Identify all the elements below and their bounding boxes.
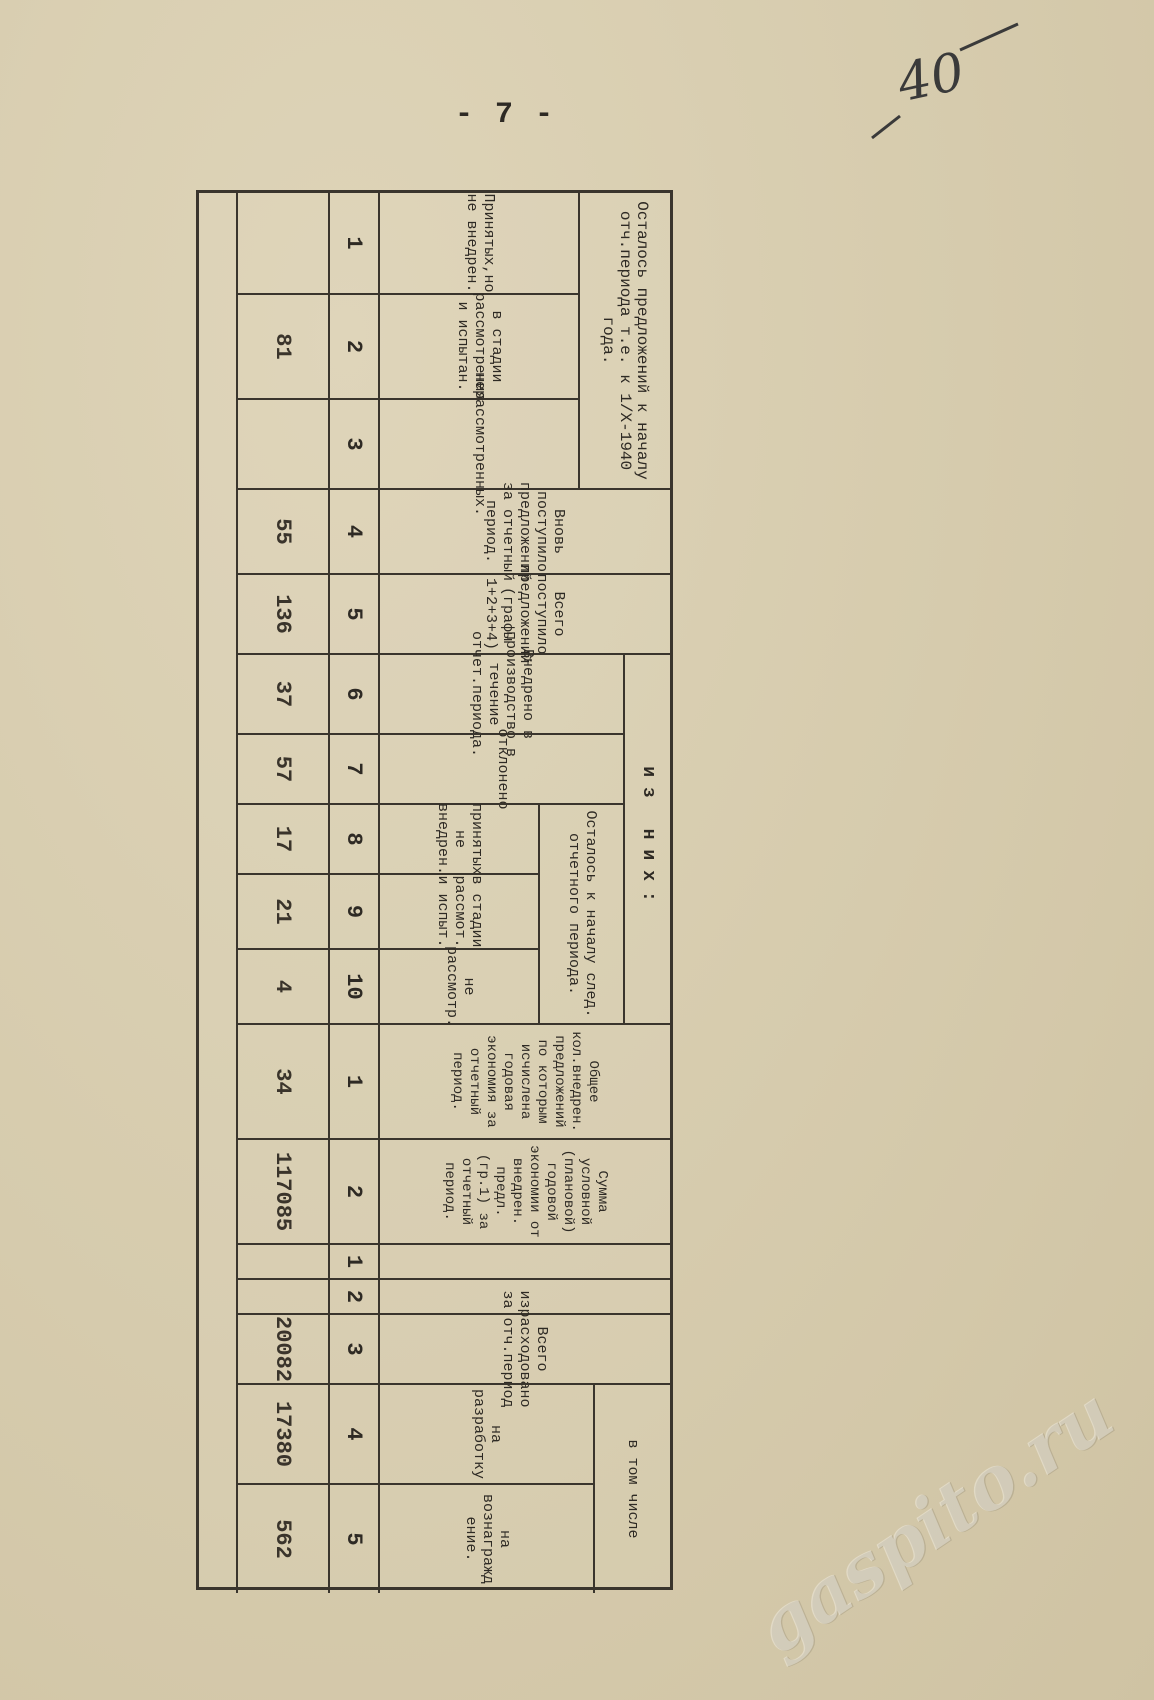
header-group-incl: в том числе xyxy=(595,1383,670,1593)
header-c17: на вознагражд ение. xyxy=(380,1483,595,1593)
value-c10: 4 xyxy=(238,948,328,1023)
value-c13 xyxy=(238,1243,328,1278)
colnum-12: 2 xyxy=(330,1138,378,1243)
header-c2: в стадии рассмотрения и испытан. xyxy=(380,293,580,398)
value-c12: 117085 xyxy=(238,1138,328,1243)
header-c7: отклонено xyxy=(380,733,625,803)
header-c3: нерассмотренных. xyxy=(380,398,580,488)
colnum-2: 2 xyxy=(330,293,378,398)
colnum-1: 1 xyxy=(341,236,367,250)
colnum-9: 9 xyxy=(330,873,378,948)
value-c1 xyxy=(238,193,328,293)
value-c7: 57 xyxy=(238,733,328,803)
colnum-11: 1 xyxy=(330,1023,378,1138)
header-c6: Внедрено в производство в течение отчет.периода. xyxy=(380,653,625,733)
header-c15: Всего израсходовано за отч.период xyxy=(380,1313,670,1383)
header-c1: Принятых,но не внедрен. xyxy=(463,193,497,293)
colnum-10: 10 xyxy=(330,948,378,1023)
header-c11: Общее кол.внедрен. предложений по которым исчислена годовая экономия за отчетный период. xyxy=(380,1023,670,1138)
value-c9: 21 xyxy=(238,873,328,948)
value-c6: 37 xyxy=(238,653,328,733)
header-c13 xyxy=(380,1243,670,1278)
colnum-15: 3 xyxy=(330,1313,378,1383)
header-group-of-them: из них: xyxy=(625,653,670,1023)
header-c10: не рассмотр. xyxy=(380,948,540,1023)
value-c16: 17380 xyxy=(238,1383,328,1483)
watermark: gaspito.ru xyxy=(740,1370,1128,1671)
value-c2: 81 xyxy=(238,293,328,398)
colnum-13: 1 xyxy=(330,1243,378,1278)
value-c17: 562 xyxy=(238,1483,328,1593)
value-c5: 136 xyxy=(238,573,328,653)
header-group-remaining-end: Осталось к началу след. отчетного периода. xyxy=(540,803,625,1023)
value-c14 xyxy=(238,1278,328,1313)
colnum-8: 8 xyxy=(330,803,378,873)
value-c15: 20082 xyxy=(238,1313,328,1383)
header-c16: на разработку xyxy=(380,1383,595,1483)
colnum-16: 4 xyxy=(330,1383,378,1483)
header-c4: Вновь поступило предложений за отчетный период. xyxy=(380,488,670,573)
value-c3 xyxy=(238,398,328,488)
value-c4: 55 xyxy=(238,488,328,573)
colnum-7: 7 xyxy=(330,733,378,803)
value-c11: 34 xyxy=(238,1023,328,1138)
colnum-3: 3 xyxy=(330,398,378,488)
header-c5: Всего поступило предложений (графы 1+2+3+4) xyxy=(380,573,670,653)
colnum-6: 6 xyxy=(330,653,378,733)
header-c12: Сумма условной (плановой) годовой экономии от внедрен. предл.(гр.1) за отчетный период. xyxy=(380,1138,670,1243)
header-c9: в стадии рассмот. и испыт. xyxy=(380,873,540,948)
value-c8: 17 xyxy=(238,803,328,873)
colnum-14: 2 xyxy=(330,1278,378,1313)
rationalization-table xyxy=(196,190,673,1590)
header-group-remaining-start: Осталось предложений к началу отч.периода т.е. к 1/X-1940 года. xyxy=(599,201,652,480)
colnum-4: 4 xyxy=(330,488,378,573)
colnum-17: 5 xyxy=(330,1483,378,1593)
header-c8: принятых не внедрен. xyxy=(380,803,540,873)
colnum-5: 5 xyxy=(330,573,378,653)
page-number: - 7 - xyxy=(455,98,556,132)
archive-number: 40 xyxy=(892,41,970,115)
